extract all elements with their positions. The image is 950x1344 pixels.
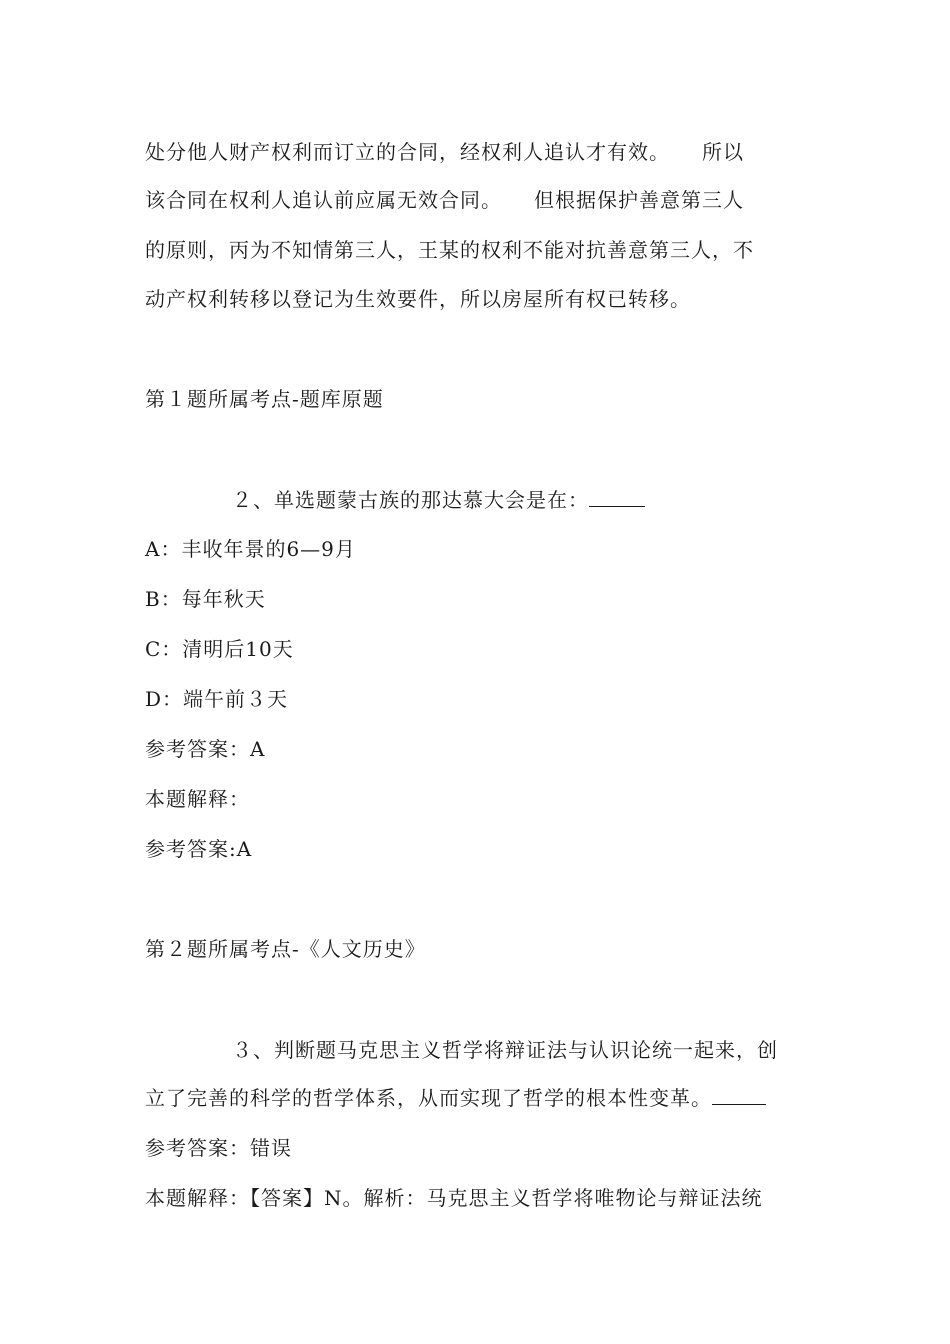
q2-answer-repeat: 参考答案:A [145,837,253,861]
q2-option-a: A：丰收年景的6—9月 [145,537,356,561]
q2-option-b: B：每年秋天 [145,587,266,611]
q2-stem: ２、单选题蒙古族的那达慕大会是在： [232,488,589,512]
explanation-line-2: 该合同在权利人追认前应属无效合同。 但根据保护善意第三人 [145,188,744,212]
q3-stem-line-1: ３、判断题马克思主义哲学将辩证法与认识论统一起来，创 [232,1038,778,1062]
q3-stem-line-2: 立了完善的科学的哲学体系，从而实现了哲学的根本性变革。 [145,1086,712,1110]
q3-stem-line-2-wrap [145,1084,766,1112]
q3-answer: 参考答案：错误 [145,1136,292,1160]
explanation-line-1: 处分他人财产权利而订立的合同，经权利人追认才有效。 所以 [145,140,744,164]
answer-blank [712,1084,766,1105]
q1-topic: 第１题所属考点-题库原题 [145,387,384,411]
explanation-line-3: 的原则，丙为不知情第三人，王某的权利不能对抗善意第三人，不 [145,238,754,262]
explanation-line-4: 动产权利转移以登记为生效要件，所以房屋所有权已转移。 [145,287,691,311]
q2-option-d: D：端午前３天 [145,687,289,711]
q2-topic: 第２题所属考点-《人文历史》 [145,937,426,961]
q2-answer: 参考答案：A [145,737,266,761]
q2-explanation-label: 本题解释： [145,787,250,811]
q2-option-c: C：清明后10天 [145,637,294,661]
answer-blank [589,486,645,507]
q3-explanation: 本题解释：【答案】N。解析：马克思主义哲学将唯物论与辩证法统 [145,1186,763,1210]
q2-stem-line [232,486,645,514]
